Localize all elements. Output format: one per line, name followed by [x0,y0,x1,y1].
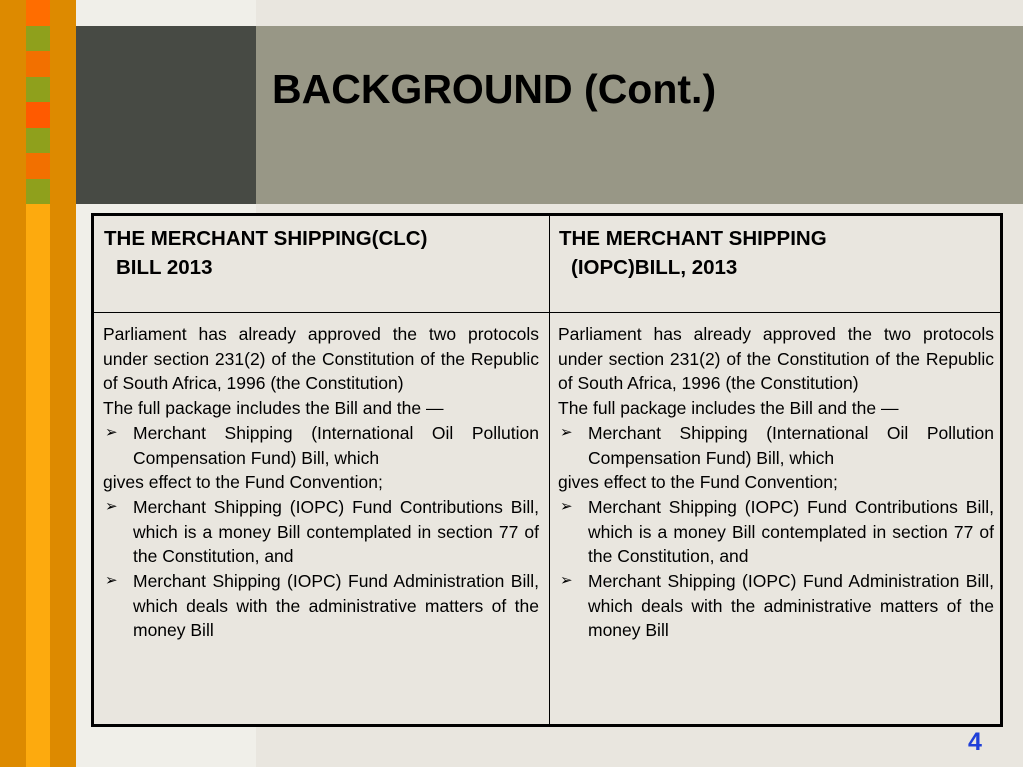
header-line: THE MERCHANT SHIPPING [559,227,827,250]
checker-decoration [26,0,50,204]
paragraph: gives effect to the Fund Convention; [103,472,383,493]
column-divider [549,216,550,724]
bullet-item [103,495,539,569]
left-stripe-orange [0,0,26,767]
header-line: (IOPC)BILL, 2013 [571,256,738,279]
page-number: 4 [968,728,982,756]
paragraph: Parliament has already approved the two protocols under section 231(2) of the Constitution of the Republic of South Africa, 1996 (the Constitution) [558,324,994,394]
slide-title: BACKGROUND (Cont.) [272,66,717,112]
bullet-text: Merchant Shipping (IOPC) Fund Administration Bill, which deals with the administrative matters of the money Bill [133,571,539,641]
header-line: BILL 2013 [116,256,213,279]
bullet-item [558,495,994,569]
left-stripe-orange-2 [50,0,76,767]
bullet-item [103,569,539,643]
arrow-bullet-icon: ➢ [105,497,118,515]
bullet-text: Merchant Shipping (IOPC) Fund Contributions Bill, which is a money Bill contemplated in section 77 of the Constitution, and [588,496,994,567]
column-body-iopc [558,322,994,643]
paragraph: The full package includes the Bill and the — [103,398,444,419]
arrow-bullet-icon: ➢ [105,572,118,590]
comparison-table [91,213,1003,727]
bullet-text: Merchant Shipping (IOPC) Fund Contributions Bill, which is a money Bill contemplated in section 77 of the Constitution, and [133,496,539,567]
paragraph: Parliament has already approved the two protocols under section 231(2) of the Constitution of the Republic of South Africa, 1996 (the Constitution) [103,324,539,394]
bullet-text: Merchant Shipping (International Oil Pollution Compensation Fund) Bill, which [133,422,539,468]
column-header-iopc [559,224,999,282]
column-body-clc [103,322,539,643]
bullet-item [558,421,994,470]
bullet-item [558,569,994,643]
arrow-bullet-icon: ➢ [105,423,118,441]
arrow-bullet-icon: ➢ [560,497,573,515]
header-line: THE MERCHANT SHIPPING(CLC) [104,227,428,250]
header-divider [94,312,1000,313]
paragraph: gives effect to the Fund Convention; [558,472,838,493]
bullet-item [103,421,539,470]
bullet-text: Merchant Shipping (IOPC) Fund Administration Bill, which deals with the administrative matters of the money Bill [588,571,994,641]
arrow-bullet-icon: ➢ [560,572,573,590]
arrow-bullet-icon: ➢ [560,423,573,441]
paragraph: The full package includes the Bill and the — [558,398,899,419]
column-header-clc [104,224,544,282]
bullet-text: Merchant Shipping (International Oil Pollution Compensation Fund) Bill, which [588,422,994,468]
title-band-dark [76,26,256,204]
title-band [256,26,1023,204]
